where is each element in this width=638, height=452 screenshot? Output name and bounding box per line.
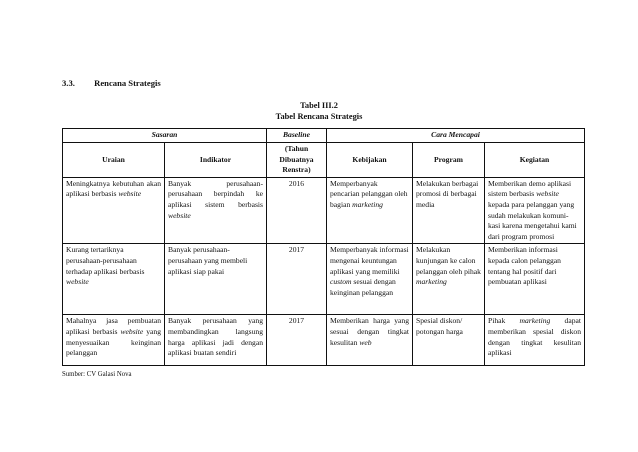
table-row bbox=[63, 315, 585, 366]
header-program: Program bbox=[413, 143, 485, 178]
section-heading bbox=[62, 78, 161, 88]
cell-baseline: 2017 bbox=[267, 315, 327, 366]
cell-indikator: Banyak perusahaan yang membandingkan langsung harga aplikasi jadi dengan aplikasi buatan sendiri bbox=[165, 315, 267, 366]
table-number: Tabel III.2 bbox=[300, 101, 338, 110]
header-cara-mencapai: Cara Mencapai bbox=[327, 129, 585, 143]
cell-uraian: Mahalnya jasa pembuatan aplikasi berbasis website yang menyesuaikan keinginan pelanggan bbox=[63, 315, 165, 366]
cell-baseline: 2016 bbox=[267, 177, 327, 244]
cell-uraian: Meningkatnya kebutuhan akan aplikasi berbasis website bbox=[63, 177, 165, 244]
header-indikator: Indikator bbox=[165, 143, 267, 178]
table-row bbox=[63, 244, 585, 315]
table-title: Tabel Rencana Strategis bbox=[275, 112, 363, 121]
cell-baseline: 2017 bbox=[267, 244, 327, 315]
cell-program: Melakukan berbagai promosi di berbagai media bbox=[413, 177, 485, 244]
section-number: 3.3. bbox=[62, 78, 75, 88]
cell-indikator: Banyak perusahaan- perusahaan yang membeli aplikasi siap pakai bbox=[165, 244, 267, 315]
cell-kebijakan: Memperbanyak informasi mengenai keuntungan aplikasi yang memiliki custom sesuai dengan keinginan pelanggan bbox=[327, 244, 413, 315]
cell-kegiatan: Pihak marketing dapat memberikan spesial diskon dengan tingkat kesulitan aplikasi bbox=[485, 315, 585, 366]
header-baseline-sub: (Tahun Dibuatnya Renstra) bbox=[267, 143, 327, 178]
header-kebijakan: Kebijakan bbox=[327, 143, 413, 178]
strategy-table bbox=[62, 128, 585, 366]
header-uraian: Uraian bbox=[63, 143, 165, 178]
cell-program: Melakukan kunjungan ke calon pelanggan oleh pihak marketing bbox=[413, 244, 485, 315]
section-title: Rencana Strategis bbox=[94, 78, 161, 88]
cell-kegiatan: Memberikan demo aplikasi sistem berbasis website kepada para pelanggan yang sudah melakukan komuni- kasi karena mengetahui kami dari program promosi bbox=[485, 177, 585, 244]
table-row bbox=[63, 177, 585, 244]
header-kegiatan: Kegiatan bbox=[485, 143, 585, 178]
cell-program: Spesial diskon/ potongan harga bbox=[413, 315, 485, 366]
cell-kebijakan: Memberikan harga yang sesuai dengan tingkat kesulitan web bbox=[327, 315, 413, 366]
header-baseline: Baseline bbox=[267, 129, 327, 143]
cell-uraian: Kurang tertariknya perusahaan-perusahaan terhadap aplikasi berbasis website bbox=[63, 244, 165, 315]
table-source: Sumber: CV Galasi Nova bbox=[62, 371, 132, 378]
header-sasaran: Sasaran bbox=[63, 129, 267, 143]
cell-indikator: Banyak perusahaan- perusahaan berpindah ke aplikasi sistem berbasis website bbox=[165, 177, 267, 244]
cell-kebijakan: Memperbanyak pencarian pelanggan oleh bagian marketing bbox=[327, 177, 413, 244]
cell-kegiatan: Memberikan informasi kepada calon pelanggan tentang hal positif dari pembuatan aplikasi bbox=[485, 244, 585, 315]
